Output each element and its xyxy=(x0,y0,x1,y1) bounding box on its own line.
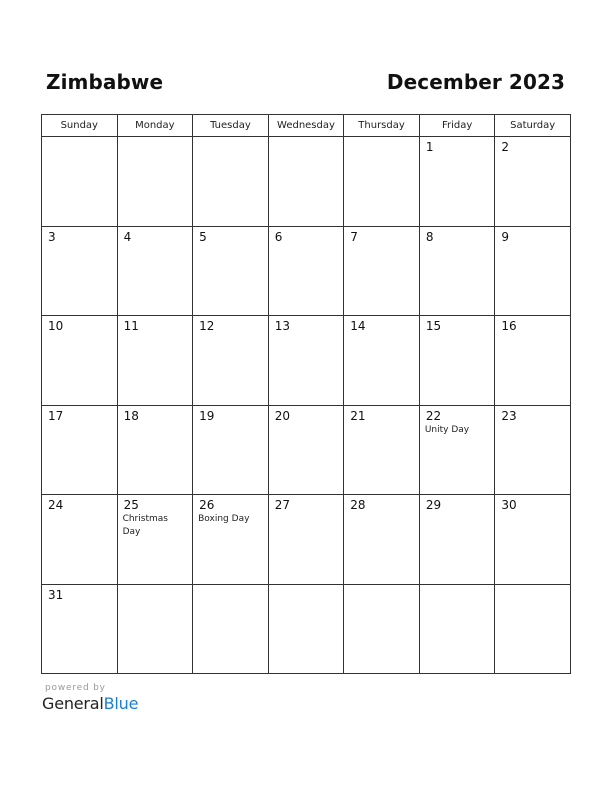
calendar-grid xyxy=(41,114,571,674)
holiday-label: Unity Day xyxy=(424,424,470,435)
empty-day-cell xyxy=(344,137,420,227)
day-cell[interactable] xyxy=(117,405,193,495)
day-number: 24 xyxy=(48,498,64,512)
day-number: 15 xyxy=(425,319,442,333)
day-number: 22 xyxy=(425,408,442,423)
weekday-header-thursday: Thursday xyxy=(344,115,420,137)
powered-by-text: powered by xyxy=(45,683,106,693)
weekday-header-friday: Friday xyxy=(419,115,495,137)
holiday-label: Christmas Day xyxy=(122,514,168,537)
empty-day-cell xyxy=(193,137,269,227)
day-number: 8 xyxy=(425,229,434,244)
day-number: 1 xyxy=(425,140,434,154)
day-cell[interactable] xyxy=(117,495,193,585)
day-cell[interactable] xyxy=(419,316,495,406)
day-number: 7 xyxy=(350,229,358,244)
week-row xyxy=(42,495,571,585)
month-title: December 2023 xyxy=(386,70,565,94)
day-cell[interactable] xyxy=(344,316,420,406)
day-cell[interactable] xyxy=(42,226,118,316)
day-cell[interactable] xyxy=(419,226,495,316)
day-cell[interactable] xyxy=(268,405,344,495)
week-row xyxy=(42,316,571,406)
day-number: 29 xyxy=(425,498,442,512)
day-cell[interactable] xyxy=(495,316,571,406)
empty-day-cell xyxy=(495,584,571,674)
empty-day-cell xyxy=(344,584,420,674)
day-number: 18 xyxy=(123,408,139,423)
day-number: 28 xyxy=(350,498,366,512)
day-cell[interactable] xyxy=(419,137,495,227)
empty-day-cell xyxy=(419,584,495,674)
day-number: 3 xyxy=(48,229,56,244)
day-cell[interactable] xyxy=(419,405,495,495)
empty-day-cell xyxy=(117,584,193,674)
day-cell[interactable] xyxy=(117,316,193,406)
country-title: Zimbabwe xyxy=(46,70,164,94)
day-number: 10 xyxy=(48,319,64,333)
day-number: 11 xyxy=(123,319,139,333)
day-number: 9 xyxy=(501,229,510,244)
day-number: 4 xyxy=(123,229,132,244)
holiday-label: Boxing Day xyxy=(198,514,250,524)
day-cell[interactable] xyxy=(268,226,344,316)
day-cell[interactable] xyxy=(495,405,571,495)
day-number: 21 xyxy=(350,408,366,423)
day-number: 31 xyxy=(48,587,64,602)
weekday-header-sunday: Sunday xyxy=(42,115,118,137)
day-cell[interactable] xyxy=(419,495,495,585)
day-number: 23 xyxy=(501,408,517,423)
weekday-header-row xyxy=(42,115,571,137)
empty-day-cell xyxy=(117,137,193,227)
empty-day-cell xyxy=(268,137,344,227)
day-cell[interactable] xyxy=(495,495,571,585)
weekday-header-saturday: Saturday xyxy=(495,115,571,137)
day-cell[interactable] xyxy=(193,405,269,495)
day-cell[interactable] xyxy=(344,226,420,316)
day-number: 27 xyxy=(274,498,290,512)
day-cell[interactable] xyxy=(268,495,344,585)
day-number: 19 xyxy=(199,408,215,423)
day-cell[interactable] xyxy=(117,226,193,316)
day-number: 2 xyxy=(501,140,510,154)
day-cell[interactable] xyxy=(344,495,420,585)
day-cell[interactable] xyxy=(193,495,269,585)
brand-logo[interactable] xyxy=(42,694,138,713)
day-cell[interactable] xyxy=(42,405,118,495)
calendar-body xyxy=(42,137,571,674)
day-cell[interactable] xyxy=(495,226,571,316)
weekday-header-wednesday: Wednesday xyxy=(268,115,344,137)
brand-logo-general: General xyxy=(42,694,104,713)
week-row xyxy=(42,226,571,316)
day-number: 30 xyxy=(501,498,517,512)
day-cell[interactable] xyxy=(193,226,269,316)
weekday-header-monday: Monday xyxy=(117,115,193,137)
day-number: 25 xyxy=(123,498,139,512)
day-cell[interactable] xyxy=(42,316,118,406)
brand-logo-blue: Blue xyxy=(103,694,139,713)
day-number: 5 xyxy=(199,229,207,244)
day-cell[interactable] xyxy=(344,405,420,495)
week-row xyxy=(42,137,571,227)
day-number: 12 xyxy=(199,319,215,333)
day-cell[interactable] xyxy=(268,316,344,406)
week-row xyxy=(42,405,571,495)
day-cell[interactable] xyxy=(42,495,118,585)
empty-day-cell xyxy=(193,584,269,674)
weekday-header-tuesday: Tuesday xyxy=(193,115,269,137)
day-number: 26 xyxy=(199,498,215,512)
day-number: 17 xyxy=(48,408,64,423)
day-number: 20 xyxy=(274,408,290,423)
day-number: 13 xyxy=(274,319,290,333)
week-row xyxy=(42,584,571,674)
day-cell[interactable] xyxy=(42,584,118,674)
empty-day-cell xyxy=(268,584,344,674)
day-cell[interactable] xyxy=(193,316,269,406)
day-cell[interactable] xyxy=(495,137,571,227)
day-number: 16 xyxy=(501,319,517,333)
empty-day-cell xyxy=(42,137,118,227)
day-number: 14 xyxy=(350,319,366,333)
day-number: 6 xyxy=(274,229,283,244)
